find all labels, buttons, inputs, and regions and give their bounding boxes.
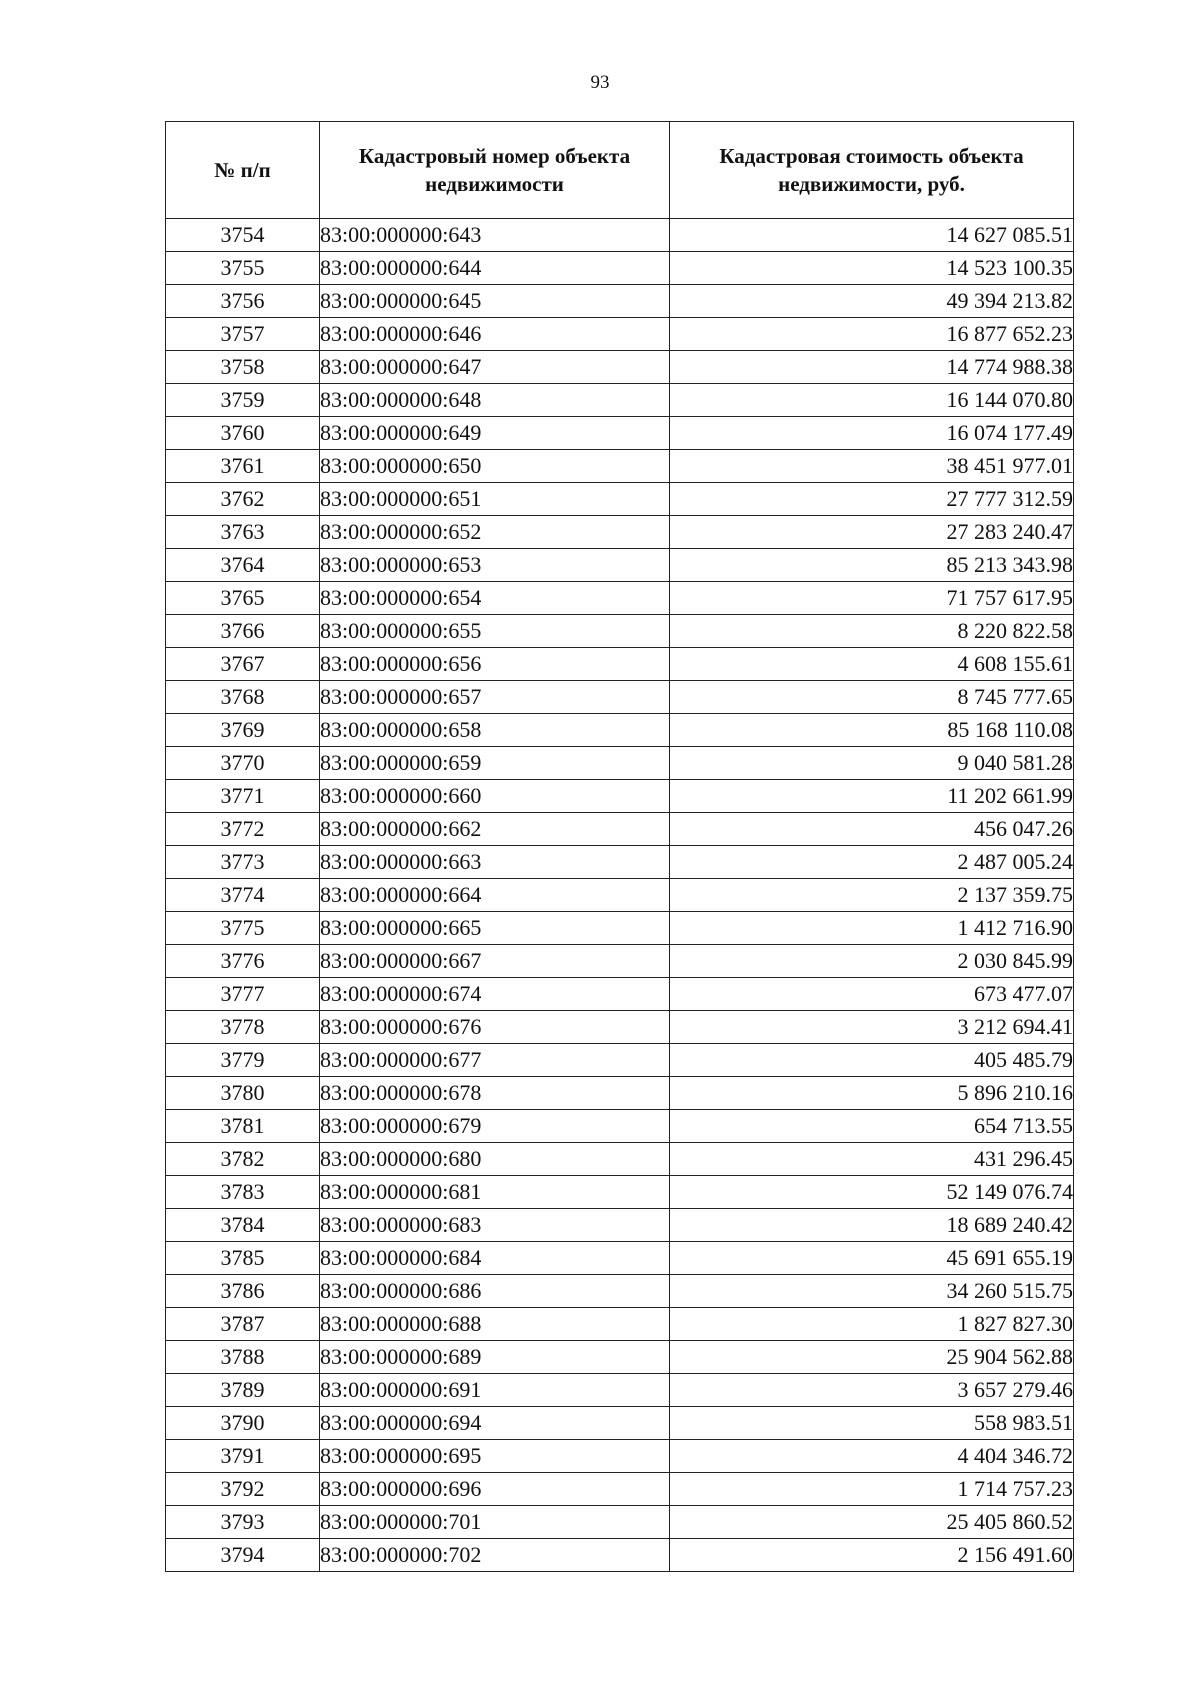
cadastral-value-cell: 456 047.26 [670, 813, 1074, 846]
cadastral-value-cell: 654 713.55 [670, 1110, 1074, 1143]
table-row [166, 1011, 1074, 1044]
cadastral-number-cell: 83:00:000000:665 [320, 912, 670, 945]
cadastral-value-cell: 1 827 827.30 [670, 1308, 1074, 1341]
table-row [166, 978, 1074, 1011]
table-row [166, 912, 1074, 945]
table-row [166, 1539, 1074, 1572]
row-number-cell: 3770 [166, 747, 320, 780]
cadastral-value-cell: 5 896 210.16 [670, 1077, 1074, 1110]
table-row [166, 450, 1074, 483]
table-row [166, 351, 1074, 384]
row-number-cell: 3767 [166, 648, 320, 681]
row-number-cell: 3777 [166, 978, 320, 1011]
row-number-cell: 3787 [166, 1308, 320, 1341]
cadastral-value-cell: 2 156 491.60 [670, 1539, 1074, 1572]
row-number-cell: 3789 [166, 1374, 320, 1407]
cadastral-number-cell: 83:00:000000:646 [320, 318, 670, 351]
cadastral-number-cell: 83:00:000000:662 [320, 813, 670, 846]
row-number-cell: 3780 [166, 1077, 320, 1110]
row-number-cell: 3790 [166, 1407, 320, 1440]
cadastral-number-cell: 83:00:000000:701 [320, 1506, 670, 1539]
row-number-cell: 3781 [166, 1110, 320, 1143]
row-number-cell: 3782 [166, 1143, 320, 1176]
cadastral-number-cell: 83:00:000000:647 [320, 351, 670, 384]
cadastral-value-cell: 3 212 694.41 [670, 1011, 1074, 1044]
cadastral-number-cell: 83:00:000000:681 [320, 1176, 670, 1209]
row-number-cell: 3761 [166, 450, 320, 483]
cadastral-value-cell: 14 627 085.51 [670, 219, 1074, 252]
table-row [166, 1275, 1074, 1308]
cadastral-number-cell: 83:00:000000:679 [320, 1110, 670, 1143]
cadastral-number-cell: 83:00:000000:648 [320, 384, 670, 417]
cadastral-value-cell: 2 137 359.75 [670, 879, 1074, 912]
row-number-cell: 3783 [166, 1176, 320, 1209]
cadastral-value-cell: 85 168 110.08 [670, 714, 1074, 747]
cadastral-number-cell: 83:00:000000:684 [320, 1242, 670, 1275]
header-cadastral-number: Кадастровый номер объекта недвижимости [320, 122, 670, 219]
cadastral-value-cell: 2 487 005.24 [670, 846, 1074, 879]
cadastral-number-cell: 83:00:000000:651 [320, 483, 670, 516]
cadastral-number-cell: 83:00:000000:696 [320, 1473, 670, 1506]
row-number-cell: 3760 [166, 417, 320, 450]
cadastral-number-cell: 83:00:000000:680 [320, 1143, 670, 1176]
cadastral-number-cell: 83:00:000000:645 [320, 285, 670, 318]
cadastral-number-cell: 83:00:000000:677 [320, 1044, 670, 1077]
row-number-cell: 3757 [166, 318, 320, 351]
table-row [166, 1407, 1074, 1440]
cadastral-value-cell: 34 260 515.75 [670, 1275, 1074, 1308]
cadastral-number-cell: 83:00:000000:644 [320, 252, 670, 285]
cadastral-value-cell: 45 691 655.19 [670, 1242, 1074, 1275]
cadastral-value-cell: 52 149 076.74 [670, 1176, 1074, 1209]
row-number-cell: 3755 [166, 252, 320, 285]
cadastral-number-cell: 83:00:000000:655 [320, 615, 670, 648]
table-row [166, 1143, 1074, 1176]
cadastral-number-cell: 83:00:000000:689 [320, 1341, 670, 1374]
table-row [166, 1209, 1074, 1242]
table-row [166, 747, 1074, 780]
table-row [166, 1341, 1074, 1374]
header-cadastral-value: Кадастровая стоимость объекта недвижимости, руб. [670, 122, 1074, 219]
cadastral-value-cell: 431 296.45 [670, 1143, 1074, 1176]
table-row [166, 1044, 1074, 1077]
row-number-cell: 3768 [166, 681, 320, 714]
cadastral-number-cell: 83:00:000000:660 [320, 780, 670, 813]
table-row [166, 846, 1074, 879]
cadastral-value-cell: 2 030 845.99 [670, 945, 1074, 978]
table-row [166, 252, 1074, 285]
table-row [166, 384, 1074, 417]
cadastral-number-cell: 83:00:000000:652 [320, 516, 670, 549]
table-row [166, 582, 1074, 615]
cadastral-value-cell: 14 774 988.38 [670, 351, 1074, 384]
cadastral-number-cell: 83:00:000000:657 [320, 681, 670, 714]
cadastral-value-cell: 673 477.07 [670, 978, 1074, 1011]
cadastral-value-cell: 25 904 562.88 [670, 1341, 1074, 1374]
cadastral-value-cell: 71 757 617.95 [670, 582, 1074, 615]
row-number-cell: 3784 [166, 1209, 320, 1242]
cadastral-value-cell: 14 523 100.35 [670, 252, 1074, 285]
table-row [166, 549, 1074, 582]
table-row [166, 318, 1074, 351]
cadastral-number-cell: 83:00:000000:695 [320, 1440, 670, 1473]
cadastral-number-cell: 83:00:000000:702 [320, 1539, 670, 1572]
cadastral-value-cell: 9 040 581.28 [670, 747, 1074, 780]
cadastral-number-cell: 83:00:000000:649 [320, 417, 670, 450]
row-number-cell: 3778 [166, 1011, 320, 1044]
cadastral-value-cell: 8 745 777.65 [670, 681, 1074, 714]
table-row [166, 648, 1074, 681]
row-number-cell: 3764 [166, 549, 320, 582]
row-number-cell: 3794 [166, 1539, 320, 1572]
row-number-cell: 3759 [166, 384, 320, 417]
table-row [166, 1242, 1074, 1275]
cadastral-number-cell: 83:00:000000:667 [320, 945, 670, 978]
cadastral-number-cell: 83:00:000000:688 [320, 1308, 670, 1341]
cadastral-value-cell: 405 485.79 [670, 1044, 1074, 1077]
page-number: 93 [590, 72, 610, 93]
cadastral-number-cell: 83:00:000000:678 [320, 1077, 670, 1110]
row-number-cell: 3754 [166, 219, 320, 252]
row-number-cell: 3762 [166, 483, 320, 516]
row-number-cell: 3785 [166, 1242, 320, 1275]
cadastral-number-cell: 83:00:000000:683 [320, 1209, 670, 1242]
header-row-number: № п/п [166, 122, 320, 219]
table-header-row [166, 122, 1074, 219]
table-row [166, 516, 1074, 549]
cadastral-number-cell: 83:00:000000:691 [320, 1374, 670, 1407]
cadastral-number-cell: 83:00:000000:664 [320, 879, 670, 912]
cadastral-value-cell: 558 983.51 [670, 1407, 1074, 1440]
row-number-cell: 3786 [166, 1275, 320, 1308]
cadastral-value-cell: 16 877 652.23 [670, 318, 1074, 351]
row-number-cell: 3793 [166, 1506, 320, 1539]
table-row [166, 285, 1074, 318]
cadastral-number-cell: 83:00:000000:663 [320, 846, 670, 879]
row-number-cell: 3791 [166, 1440, 320, 1473]
cadastral-value-cell: 25 405 860.52 [670, 1506, 1074, 1539]
cadastral-number-cell: 83:00:000000:674 [320, 978, 670, 1011]
cadastral-number-cell: 83:00:000000:694 [320, 1407, 670, 1440]
table-row [166, 1308, 1074, 1341]
table-row [166, 780, 1074, 813]
table-row [166, 879, 1074, 912]
table-row [166, 1374, 1074, 1407]
table-row [166, 1473, 1074, 1506]
row-number-cell: 3756 [166, 285, 320, 318]
cadastral-number-cell: 83:00:000000:643 [320, 219, 670, 252]
cadastral-value-cell: 8 220 822.58 [670, 615, 1074, 648]
cadastral-value-cell: 16 144 070.80 [670, 384, 1074, 417]
cadastral-value-cell: 49 394 213.82 [670, 285, 1074, 318]
table-row [166, 483, 1074, 516]
cadastral-value-cell: 11 202 661.99 [670, 780, 1074, 813]
cadastral-value-cell: 27 283 240.47 [670, 516, 1074, 549]
table-row [166, 813, 1074, 846]
cadastral-value-cell: 16 074 177.49 [670, 417, 1074, 450]
cadastral-number-cell: 83:00:000000:653 [320, 549, 670, 582]
row-number-cell: 3772 [166, 813, 320, 846]
table-row [166, 1506, 1074, 1539]
cadastral-value-cell: 85 213 343.98 [670, 549, 1074, 582]
cadastral-value-cell: 3 657 279.46 [670, 1374, 1074, 1407]
table-row [166, 219, 1074, 252]
cadastral-number-cell: 83:00:000000:658 [320, 714, 670, 747]
row-number-cell: 3763 [166, 516, 320, 549]
row-number-cell: 3775 [166, 912, 320, 945]
row-number-cell: 3758 [166, 351, 320, 384]
cadastral-value-cell: 38 451 977.01 [670, 450, 1074, 483]
cadastral-number-cell: 83:00:000000:656 [320, 648, 670, 681]
row-number-cell: 3792 [166, 1473, 320, 1506]
row-number-cell: 3779 [166, 1044, 320, 1077]
row-number-cell: 3774 [166, 879, 320, 912]
row-number-cell: 3773 [166, 846, 320, 879]
cadastral-number-cell: 83:00:000000:659 [320, 747, 670, 780]
cadastral-number-cell: 83:00:000000:650 [320, 450, 670, 483]
table-row [166, 417, 1074, 450]
table-row [166, 714, 1074, 747]
cadastral-number-cell: 83:00:000000:654 [320, 582, 670, 615]
cadastral-value-cell: 4 608 155.61 [670, 648, 1074, 681]
table-row [166, 1110, 1074, 1143]
cadastral-number-cell: 83:00:000000:686 [320, 1275, 670, 1308]
cadastral-number-cell: 83:00:000000:676 [320, 1011, 670, 1044]
table-row [166, 615, 1074, 648]
cadastral-value-cell: 27 777 312.59 [670, 483, 1074, 516]
cadastral-value-cell: 1 412 716.90 [670, 912, 1074, 945]
table-body [166, 219, 1074, 1572]
table-row [166, 1077, 1074, 1110]
cadastral-value-cell: 18 689 240.42 [670, 1209, 1074, 1242]
cadastral-value-cell: 4 404 346.72 [670, 1440, 1074, 1473]
row-number-cell: 3765 [166, 582, 320, 615]
row-number-cell: 3788 [166, 1341, 320, 1374]
row-number-cell: 3771 [166, 780, 320, 813]
row-number-cell: 3776 [166, 945, 320, 978]
table-row [166, 681, 1074, 714]
cadastral-value-cell: 1 714 757.23 [670, 1473, 1074, 1506]
cadastral-value-table [165, 121, 1074, 1572]
table-row [166, 945, 1074, 978]
table-row [166, 1440, 1074, 1473]
row-number-cell: 3766 [166, 615, 320, 648]
row-number-cell: 3769 [166, 714, 320, 747]
table-row [166, 1176, 1074, 1209]
